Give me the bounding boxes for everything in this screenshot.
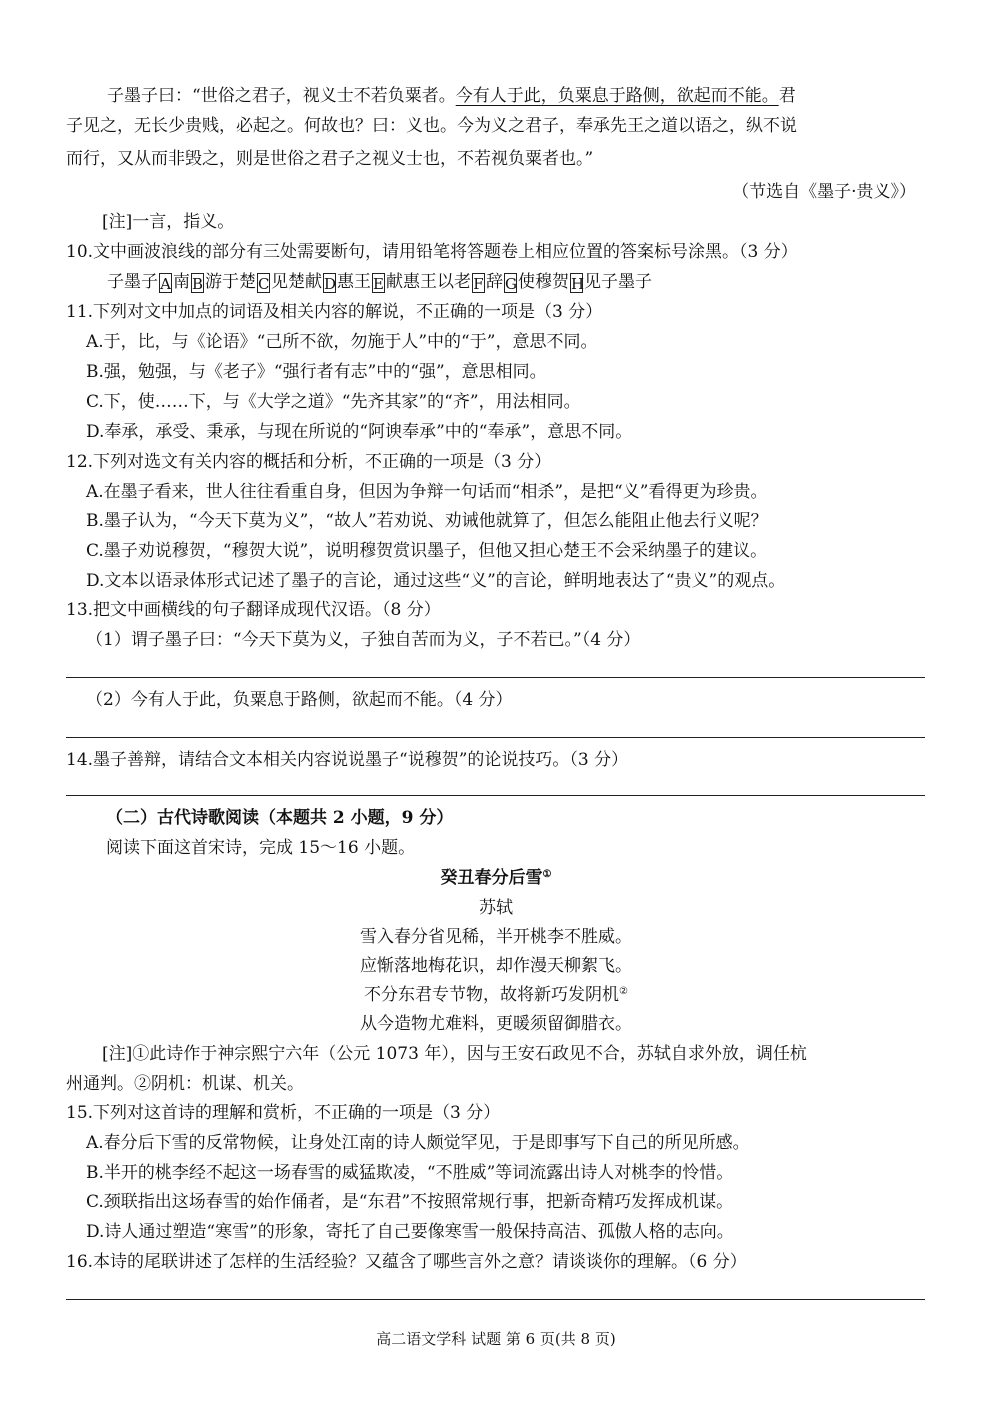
q10-segment: 见子墨子: [584, 272, 652, 292]
q10-option-box[interactable]: C: [258, 274, 270, 293]
passage-line-3: 而行，又从而非毁之，则是世俗之君子之视义士也，不若视负粟者也。”: [66, 149, 594, 169]
q11-option-b: B.强，勉强，与《老子》“强行者有志”中的“强”，意思相同。: [86, 362, 547, 382]
poem-author: 苏轼: [479, 898, 513, 918]
poem-note: 州通判。②阴机：机谋、机关。: [66, 1074, 304, 1094]
passage-line-2: 子见之，无长少贵贱，必起之。何故也？曰：义也。今为义之君子，奉承先王之道以语之，纵不说: [66, 116, 797, 136]
q10-option-box[interactable]: H: [571, 274, 585, 293]
poem-note: [注]①此诗作于神宗熙宁六年（公元 1073 年），因与王安石政见不合，苏轼自求外放，调任杭: [102, 1044, 807, 1064]
q10-option-box[interactable]: A: [160, 274, 171, 293]
q10-segment: 使穆贺: [518, 272, 569, 292]
q11-option-d: D.奉承，承受、秉承，与现在所说的“阿谀奉承”中的“奉承”，意思不同。: [86, 422, 633, 442]
q10-segment: 见楚献: [271, 272, 322, 292]
q15-option-d: D.诗人通过塑造“寒雪”的形象，寄托了自己要像寒雪一般保持高洁、孤傲人格的志向。: [86, 1222, 734, 1242]
poem-title: [0, 866, 992, 890]
section-intro: 阅读下面这首宋诗，完成 15～16 小题。: [106, 838, 416, 858]
q15-option-c: C.颈联指出这场春雪的始作俑者，是“东君”不按照常规行事，把新奇精巧发挥成机谋。: [86, 1192, 734, 1212]
answer-line[interactable]: [66, 677, 925, 678]
poem-title-text: 癸丑春分后雪: [440, 868, 543, 888]
q11-option-c: C.下，使……下，与《大学之道》“先齐其家”的“齐”，用法相同。: [86, 392, 581, 412]
q12-option-c: C.墨子劝说穆贺，“穆贺大说”，说明穆贺赏识墨子，但他又担心楚王不会采纳墨子的建议。: [86, 541, 768, 561]
q13-sub1: （1）谓子墨子曰：“今天下莫为义，子独自苦而为义，子不若已。”（4 分）: [86, 630, 641, 650]
q12-option-b: B.墨子认为，“今天下莫为义”，“故人”若劝说、劝诫他就算了，但怎么能阻止他去行义呢？: [86, 511, 768, 531]
q11-stem: 11.下列对文中加点的词语及相关内容的解说，不正确的一项是（3 分）: [66, 302, 603, 322]
q12-option-a: A.在墨子看来，世人往往看重自身，但因为争辩一句话而“相杀”，是把“义”看得更为珍贵。: [86, 482, 768, 502]
q13-stem: 13.把文中画横线的句子翻译成现代汉语。（8 分）: [66, 600, 441, 620]
answer-line[interactable]: [66, 737, 925, 738]
poem-line-text: 不分东君专节物，故将新巧发阴机: [364, 985, 620, 1005]
q10-option-box[interactable]: D: [324, 274, 337, 293]
passage-line-1: [107, 84, 796, 108]
q10-segment: 辞: [486, 272, 503, 292]
q12-option-d: D.文本以语录体形式记述了墨子的言论，通过这些“义”的言论，鲜明地表达了“贵义”的观点。: [86, 571, 786, 591]
poem-line: 雪入春分省见稀，半开桃李不胜威。: [360, 927, 632, 947]
answer-line[interactable]: [66, 1299, 925, 1300]
passage-note: [注]一言，指义。: [102, 212, 235, 232]
footnote-mark: ①: [542, 869, 552, 880]
q15-option-b: B.半开的桃李经不起这一场春雪的威猛欺凌，“不胜威”等词流露出诗人对桃李的怜惜。: [86, 1163, 734, 1183]
q10-segment: 子墨子: [107, 272, 158, 292]
poem-line: 应惭落地梅花识，却作漫天柳絮飞。: [360, 956, 632, 976]
q15-stem: 15.下列对这首诗的理解和赏析，不正确的一项是（3 分）: [66, 1103, 501, 1123]
q16-stem: 16.本诗的尾联讲述了怎样的生活经验？又蕴含了哪些言外之意？请谈谈你的理解。（6 分）: [66, 1252, 747, 1272]
q13-sub2: （2）今有人于此，负粟息于路侧，欲起而不能。（4 分）: [86, 690, 513, 710]
passage-text: 子墨子曰：“世俗之君子，视义士不若负粟者。: [107, 86, 456, 106]
q10-segment: 游于楚: [205, 272, 256, 292]
q14-stem: 14.墨子善辩，请结合文本相关内容说说墨子“说穆贺”的论说技巧。（3 分）: [66, 750, 629, 770]
poem-line: 从今造物尤难料，更暖须留御腊衣。: [360, 1014, 632, 1034]
q11-option-a: A.于，比，与《论语》“己所不欲，勿施于人”中的“于”，意思不同。: [86, 332, 598, 352]
passage-source: （节选自《墨子·贵义》）: [732, 182, 916, 202]
section-heading: （二）古代诗歌阅读（本题共 2 小题，9 分）: [106, 808, 454, 828]
q10-option-box[interactable]: G: [505, 274, 517, 293]
q12-stem: 12.下列对选文有关内容的概括和分析，不正确的一项是（3 分）: [66, 452, 552, 472]
q10-option-box[interactable]: B: [192, 274, 204, 293]
answer-line[interactable]: [66, 795, 925, 796]
underlined-sentence: 今有人于此，负粟息于路侧，欲起而不能。: [455, 86, 779, 106]
q10-sentence: [107, 270, 652, 294]
q15-option-a: A.春分后下雪的反常物候，让身处江南的诗人颇觉罕见，于是即事写下自己的所见所感。: [86, 1133, 750, 1153]
passage-text: 君: [778, 86, 796, 106]
page-footer: 高二语文学科 试题 第 6 页(共 8 页): [376, 1330, 616, 1348]
q10-option-box[interactable]: E: [373, 274, 384, 293]
q10-segment: 献惠王以老: [386, 272, 471, 292]
q10-segment: 南: [173, 272, 190, 292]
q10-option-box[interactable]: F: [473, 274, 484, 293]
q10-segment: 惠王: [337, 272, 371, 292]
poem-line: [0, 983, 992, 1007]
q10-stem: 10.文中画波浪线的部分有三处需要断句，请用铅笔将答题卷上相应位置的答案标号涂黑。（3 分）: [66, 242, 798, 262]
footnote-mark: ②: [619, 986, 628, 997]
